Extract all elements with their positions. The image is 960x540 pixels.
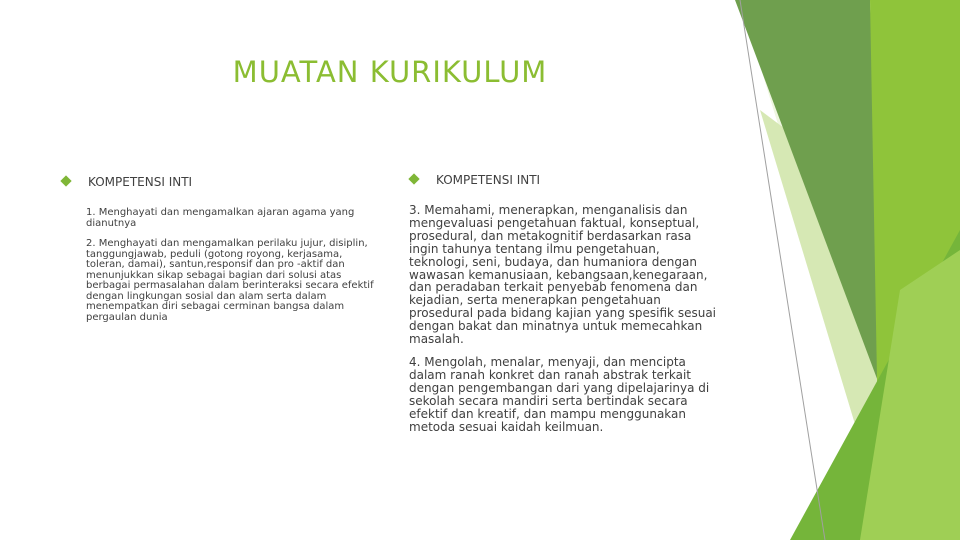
left-heading bbox=[62, 175, 380, 189]
competency-item-3: 3. Memahami, menerapkan, menganalisis dan mengevaluasi pengetahuan faktual, konseptual, prosedural, dan metakognitif berdasarkan rasa ingin tahunya tentang ilmu pengetahuan, teknologi, seni, budaya, dan humaniora dengan wawasan kemanusiaan, kebangsaan,kenegaraan, dan peradaban terkait penyebab fenomena dan kejadian, serta menerapkan pengetahuan prosedural pada bidang kajian yang spesifik sesuai dengan bakat dan minatnya untuk memecahkan masalah. bbox=[409, 203, 717, 347]
dark-green-stripe bbox=[735, 0, 885, 400]
right-heading-label: KOMPETENSI INTI bbox=[436, 173, 541, 187]
competency-item-1: 1. Menghayati dan mengamalkan ajaran agama yang dianutnya bbox=[86, 207, 355, 229]
competency-item-4: 4. Mengolah, menalar, menyaji, dan mencipta dalam ranah konkret dan ranah abstrak terkait dengan pengembangan dari yang dipelajarinya di sekolah secara mandiri serta bertindak secara efektif dan kreatif, dan mampu menggunakan metoda sesuai kaidah keilmuan. bbox=[409, 354, 710, 434]
left-body bbox=[86, 208, 380, 323]
competency-item-2: 2. Menghayati dan mengamalkan perilaku jujur, disiplin, tanggungjawab, peduli (gotong royong, kerjasama, toleran, damai), santun,responsif dan pro -aktif dan menunjukkan sikap sebagai bagian dari solusi atas berbagai permasalahan dalam berinteraksi secara efektif dengan lingkungan sosial dan alam serta dalam menempatkan diri sebagai cerminan bangsa dalam pergaulan dunia bbox=[86, 238, 374, 323]
right-heading bbox=[410, 173, 728, 187]
diamond-bullet-icon bbox=[408, 173, 419, 184]
right-content-column bbox=[410, 173, 728, 443]
left-heading-label: KOMPETENSI INTI bbox=[88, 175, 193, 189]
diamond-bullet-icon bbox=[60, 175, 71, 186]
slide-title: MUATAN KURIKULUM bbox=[232, 55, 548, 89]
left-content-column bbox=[62, 175, 380, 333]
right-body bbox=[409, 204, 721, 433]
